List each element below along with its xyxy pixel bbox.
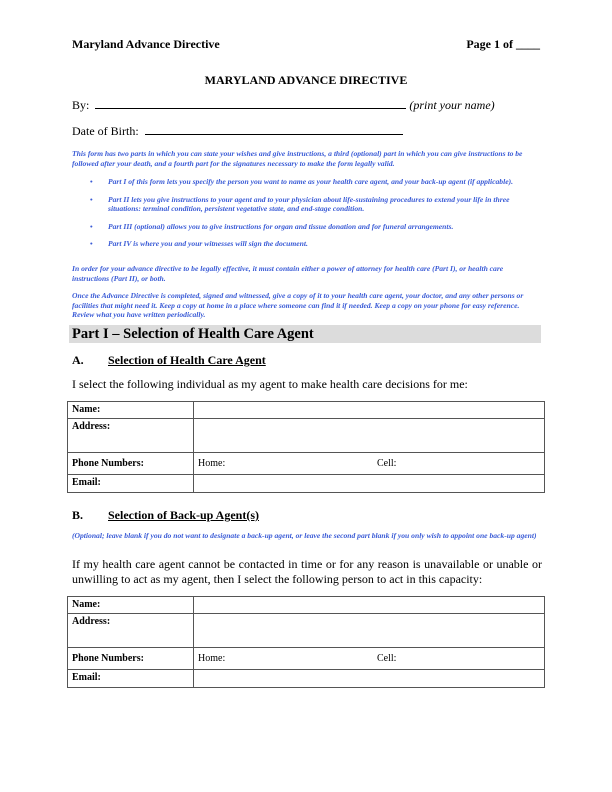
bullet-part-4: • Part IV is where you and your witnesses will sign the document. <box>72 239 542 249</box>
page-title: MARYLAND ADVANCE DIRECTIVE <box>204 73 408 87</box>
bullet-part-1: • Part I of this form lets you specify the person you want to name as your health care agent, and your back-up agent (if applicable). <box>72 177 542 187</box>
by-line <box>72 97 495 113</box>
backup-email-field[interactable] <box>194 670 545 688</box>
name-label: Name: <box>68 597 194 614</box>
section-b-text: If my health care agent cannot be contacted in time or for any reason is unavailable or unable or unwilling to act as my agent, then I select the following person to act in this capacity: <box>72 557 542 586</box>
header-page-number: Page 1 of ____ <box>466 37 540 51</box>
backup-name-field[interactable] <box>194 597 545 614</box>
dob-blank[interactable] <box>145 123 403 135</box>
print-name-hint: (print your name) <box>409 98 495 112</box>
section-b-title: Selection of Back-up Agent(s) <box>108 508 259 522</box>
home-label: Home: <box>198 458 226 469</box>
bullet-part-3: • Part III (optional) allows you to give instructions for organ and tissue donation and for funeral arrangements. <box>72 222 542 232</box>
dob-label: Date of Birth: <box>72 124 139 138</box>
section-b-note: (Optional; leave blank if you do not want to designate a back-up agent, or leave the second part blank if you only wish to appoint one back-up agent) <box>72 531 537 540</box>
agent-email-field[interactable] <box>194 475 545 493</box>
agent-phone-field[interactable] <box>194 453 545 475</box>
email-label: Email: <box>68 475 194 493</box>
agent-name-field[interactable] <box>194 402 545 419</box>
section-b-heading <box>72 508 259 523</box>
email-label: Email: <box>68 670 194 688</box>
bullet-part-2: • Part II lets you give instructions to your agent and to your physician about life-sustaining procedures to extend your life in three situations: terminal condition, persistent vegetative state, and end-stage condition. <box>72 195 542 214</box>
home-label: Home: <box>198 653 226 664</box>
backup-address-field[interactable] <box>194 614 545 648</box>
name-label: Name: <box>68 402 194 419</box>
agent-address-field[interactable] <box>194 419 545 453</box>
phone-label: Phone Numbers: <box>68 453 194 475</box>
backup-agent-form-table <box>67 596 545 688</box>
section-a-heading <box>72 353 266 368</box>
intro-instructions: This form has two parts in which you can state your wishes and give instructions, a third (optional) part in which you can give instructions to be followed after your death, and a fourth part for the signatures necessary to make the form legally valid. <box>72 149 523 168</box>
legal-effect-note: In order for your advance directive to be legally effective, it must contain either a power of attorney for health care (Part I), or health care instructions (Part II), or both. <box>72 264 504 283</box>
cell-label: Cell: <box>377 653 397 664</box>
name-blank[interactable] <box>95 97 406 109</box>
part-1-heading: Part I – Selection of Health Care Agent <box>69 325 541 343</box>
parts-bullet-list <box>72 177 542 257</box>
section-b-letter: B. <box>72 508 84 522</box>
agent-form-table <box>67 401 545 493</box>
dob-line <box>72 123 403 139</box>
backup-phone-field[interactable] <box>194 648 545 670</box>
address-label: Address: <box>68 419 194 453</box>
header-doc-title: Maryland Advance Directive <box>72 37 220 51</box>
address-label: Address: <box>68 614 194 648</box>
cell-label: Cell: <box>377 458 397 469</box>
phone-label: Phone Numbers: <box>68 648 194 670</box>
copies-note: Once the Advance Directive is completed, signed and witnessed, give a copy of it to your health care agent, your doctor, and any other persons or facilities that might need it. Keep a copy at home in a place where someone can find it if needed. Keep a copy on your phone for easy reference. Review what you have written periodically. <box>72 291 524 320</box>
section-a-text: I select the following individual as my agent to make health care decisions for me: <box>72 377 468 391</box>
section-a-letter: A. <box>72 353 84 367</box>
section-a-title: Selection of Health Care Agent <box>108 353 266 367</box>
by-label: By: <box>72 98 90 112</box>
